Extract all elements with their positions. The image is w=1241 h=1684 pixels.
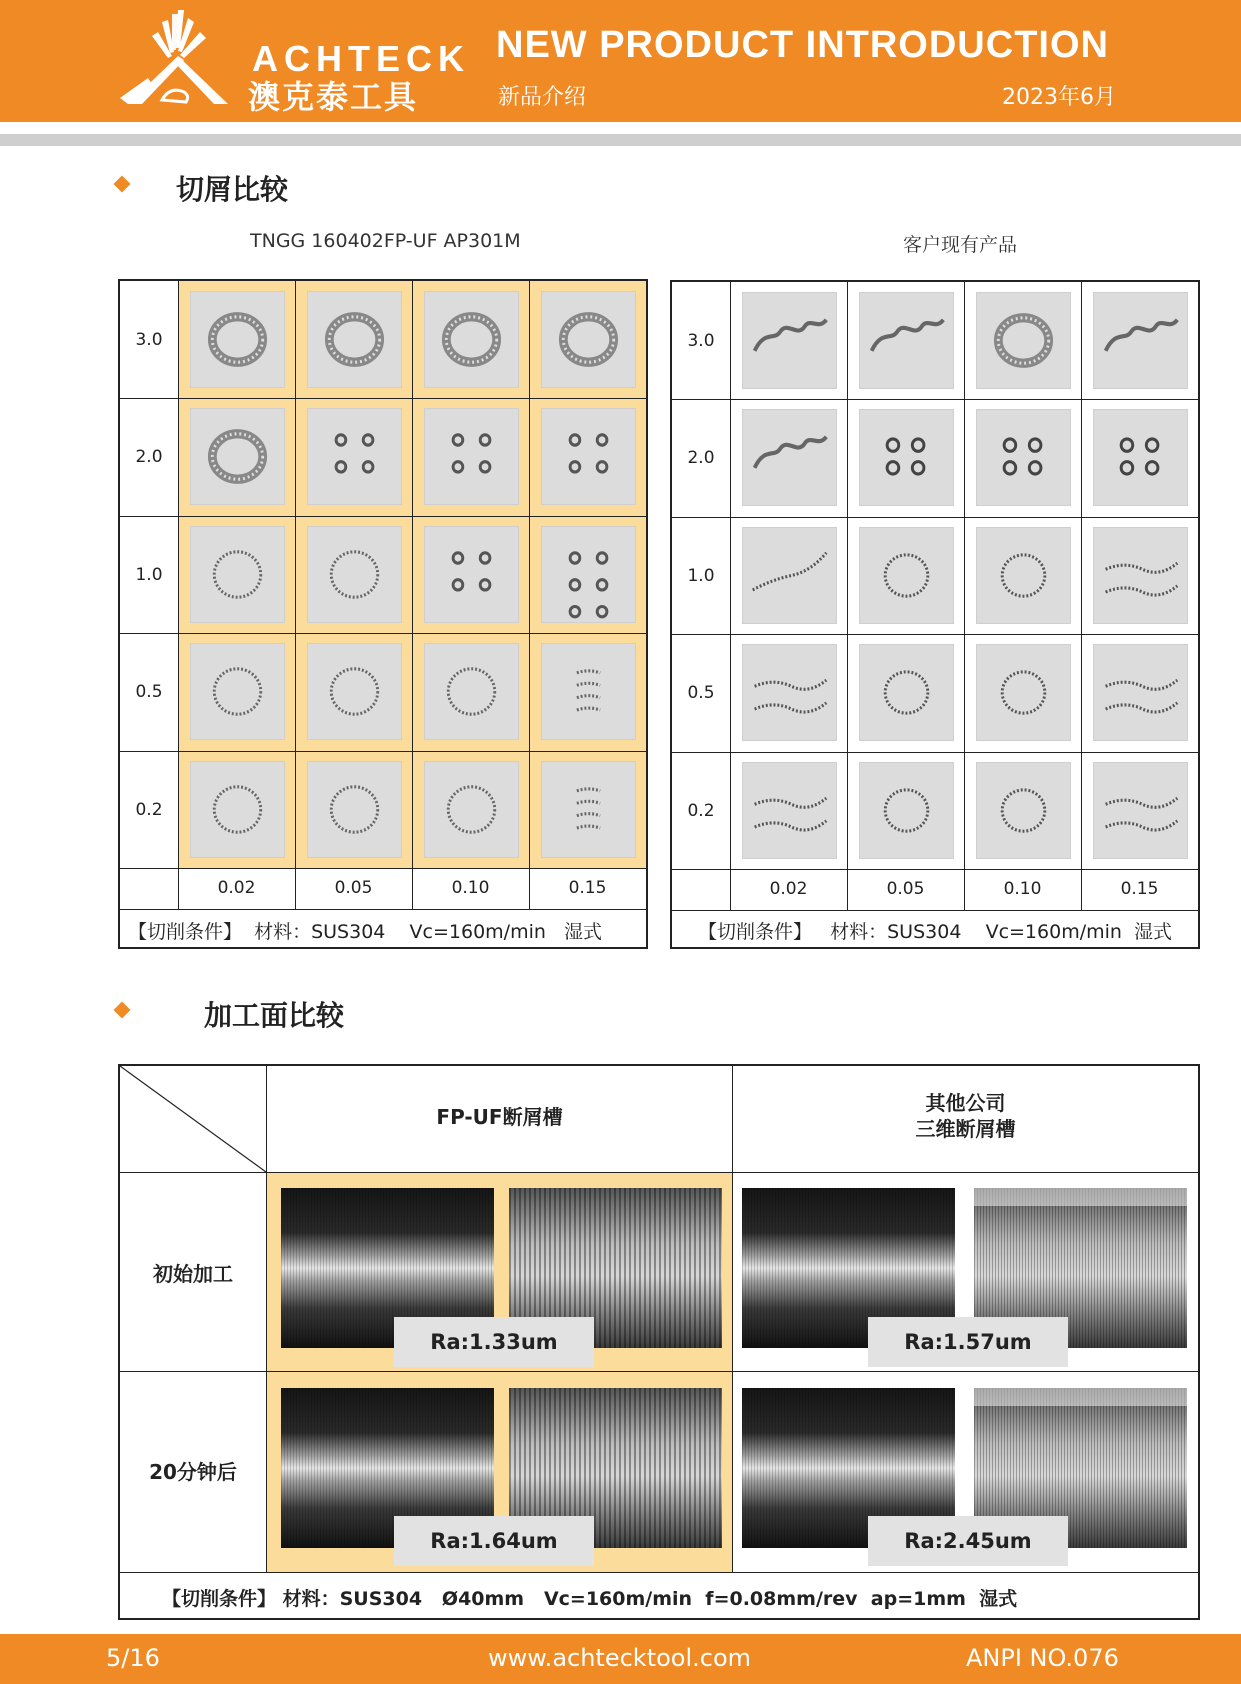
row-label-initial: 初始加工 <box>153 1262 233 1286</box>
col-label-feed: 0.15 <box>1120 879 1159 899</box>
ra-value-fp-20min: Ra:1.64um <box>394 1516 594 1566</box>
chip-photo <box>859 644 954 741</box>
grid-line <box>847 282 848 910</box>
chip-photo <box>190 291 285 388</box>
chip-shape <box>308 527 401 622</box>
row-label-depth: 0.2 <box>135 800 163 820</box>
grid-line <box>672 910 1198 911</box>
chip-photo <box>190 526 285 623</box>
website-link[interactable]: www.achtecktool.com <box>488 1644 752 1672</box>
grid-line <box>295 281 296 909</box>
col-header-competitor-line1: 其他公司 <box>925 1091 1006 1115</box>
chip-shape <box>977 645 1070 740</box>
chip-photo <box>190 408 285 505</box>
grid-line <box>730 282 731 910</box>
ra-value-fp-initial: Ra:1.33um <box>394 1317 594 1367</box>
row-label-depth: 2.0 <box>135 447 163 467</box>
chip-shape <box>860 645 953 740</box>
chip-shape <box>425 527 518 622</box>
chip-shape <box>191 644 284 739</box>
chip-shape <box>308 762 401 857</box>
chip-shape <box>743 763 836 858</box>
chip-photo <box>859 762 954 859</box>
section-title-surface: 加工面比较 <box>204 999 345 1032</box>
chip-photo <box>859 292 954 389</box>
chip-photo <box>424 643 519 740</box>
col-label-feed: 0.05 <box>886 879 925 899</box>
chip-shape <box>542 292 635 387</box>
section-title-chips: 切屑比较 <box>176 173 289 206</box>
chip-photo <box>307 291 402 388</box>
chip-shape <box>860 528 953 623</box>
header-diagonal-line <box>120 1066 266 1172</box>
chip-photo <box>859 409 954 506</box>
grid-line <box>672 869 1198 870</box>
chip-photo <box>742 527 837 624</box>
chip-photo <box>976 527 1071 624</box>
surface-comparison-table <box>118 1064 1200 1620</box>
chip-photo <box>424 526 519 623</box>
chip-shape <box>542 409 635 504</box>
chip-photo <box>541 761 636 858</box>
chip-photo <box>190 643 285 740</box>
chip-photo <box>1093 527 1188 624</box>
chip-photo <box>976 762 1071 859</box>
chip-shape <box>860 293 953 388</box>
row-label-depth: 3.0 <box>687 331 715 351</box>
grid-line <box>120 868 646 869</box>
grid-line <box>120 516 646 517</box>
chip-shape <box>425 644 518 739</box>
col-label-feed: 0.02 <box>217 878 256 898</box>
col-label-feed: 0.10 <box>451 878 490 898</box>
chip-photo <box>424 408 519 505</box>
chip-photo <box>1093 409 1188 506</box>
chip-photo <box>307 643 402 740</box>
chip-shape <box>860 410 953 505</box>
surface-cutting-condition: 【切削条件】 材料：SUS304 Ø40mm Vc=160m/min f=0.08mm/rev ap=1mm 湿式 <box>162 1588 1018 1610</box>
chip-photo <box>307 408 402 505</box>
grid-line <box>120 633 646 634</box>
chip-shape <box>308 409 401 504</box>
brand-name-cn: 澳克泰工具 <box>248 78 419 116</box>
chip-photo <box>1093 644 1188 741</box>
ra-value-other-20min: Ra:2.45um <box>868 1516 1068 1566</box>
grid-line <box>120 398 646 399</box>
chip-photo <box>190 761 285 858</box>
col-label-feed: 0.02 <box>769 879 808 899</box>
grid-line <box>1081 282 1082 910</box>
grid-line <box>412 281 413 909</box>
grid-line <box>529 281 530 909</box>
chip-photo <box>976 409 1071 506</box>
chip-shape <box>191 527 284 622</box>
chip-photo <box>742 292 837 389</box>
chip-shape <box>860 763 953 858</box>
chip-table-competitor <box>670 280 1200 949</box>
chip-cutting-condition-left: 【切削条件】 材料：SUS304 Vc=160m/min 湿式 <box>128 921 603 943</box>
row-label-depth: 2.0 <box>687 448 715 468</box>
chip-shape <box>425 409 518 504</box>
chip-shape <box>191 762 284 857</box>
row-label-20min: 20分钟后 <box>149 1460 237 1484</box>
row-label-depth: 1.0 <box>135 565 163 585</box>
grid-line <box>178 281 179 909</box>
chip-photo <box>424 761 519 858</box>
chip-shape <box>743 528 836 623</box>
chip-shape <box>425 292 518 387</box>
chip-photo <box>1093 762 1188 859</box>
chip-photo <box>541 526 636 623</box>
chip-photo <box>976 644 1071 741</box>
row-label-depth: 0.2 <box>687 801 715 821</box>
chip-shape <box>1094 645 1187 740</box>
header-divider <box>0 134 1241 146</box>
chip-photo <box>742 762 837 859</box>
chip-shape <box>743 293 836 388</box>
chip-photo <box>742 409 837 506</box>
left-table-caption: TNGG 160402FP-UF AP301M <box>250 230 521 252</box>
grid-line <box>672 399 1198 400</box>
grid-line <box>672 634 1198 635</box>
col-label-feed: 0.15 <box>568 878 607 898</box>
chip-shape <box>191 292 284 387</box>
chip-table-ours <box>118 279 648 949</box>
chip-photo <box>424 291 519 388</box>
chip-photo <box>541 408 636 505</box>
row-label-depth: 0.5 <box>687 683 715 703</box>
grid-line <box>672 517 1198 518</box>
grid-line <box>964 282 965 910</box>
bullet-icon <box>114 176 131 193</box>
chip-photo <box>307 526 402 623</box>
chip-photo <box>976 292 1071 389</box>
grid-line <box>120 751 646 752</box>
chip-shape <box>1094 763 1187 858</box>
header-title: NEW PRODUCT INTRODUCTION <box>496 24 1109 66</box>
chip-shape <box>1094 293 1187 388</box>
chip-shape <box>308 292 401 387</box>
chip-shape <box>191 409 284 504</box>
page-footer <box>0 1634 1241 1684</box>
col-label-feed: 0.10 <box>1003 879 1042 899</box>
chip-photo <box>859 527 954 624</box>
right-table-caption: 客户现有产品 <box>903 234 1018 256</box>
chip-shape <box>425 762 518 857</box>
chip-photo <box>541 643 636 740</box>
chip-shape <box>1094 410 1187 505</box>
page-number: 5/16 <box>106 1644 160 1672</box>
col-header-fp-uf: FP-UF断屑槽 <box>436 1105 563 1129</box>
chip-cutting-condition-right: 【切削条件】 材料：SUS304 Vc=160m/min 湿式 <box>698 921 1173 943</box>
grid-line <box>672 752 1198 753</box>
chip-shape <box>977 410 1070 505</box>
bullet-icon <box>114 1002 131 1019</box>
chip-photo <box>307 761 402 858</box>
row-label-depth: 0.5 <box>135 682 163 702</box>
chip-shape <box>977 763 1070 858</box>
chip-photo <box>742 644 837 741</box>
chip-shape <box>542 762 635 857</box>
row-label-depth: 3.0 <box>135 330 163 350</box>
chip-shape <box>1094 528 1187 623</box>
chip-shape <box>743 410 836 505</box>
chip-shape <box>308 644 401 739</box>
grid-line <box>120 909 646 910</box>
col-header-competitor-line2: 三维断屑槽 <box>915 1117 1016 1141</box>
chip-shape <box>977 293 1070 388</box>
document-number: ANPI NO.076 <box>966 1644 1119 1672</box>
col-label-feed: 0.05 <box>334 878 373 898</box>
header-date: 2023年6月 <box>1002 85 1116 110</box>
chip-shape <box>542 527 635 622</box>
chip-photo <box>1093 292 1188 389</box>
col-header-competitor <box>733 1090 1198 1142</box>
chip-photo <box>541 291 636 388</box>
chip-shape <box>977 528 1070 623</box>
brand-name-en: ACHTECK <box>252 38 470 79</box>
header-subtitle: 新品介绍 <box>498 85 587 110</box>
row-label-depth: 1.0 <box>687 566 715 586</box>
chip-shape <box>743 645 836 740</box>
ra-value-other-initial: Ra:1.57um <box>868 1317 1068 1367</box>
achteck-logo-icon <box>118 8 238 110</box>
chip-shape <box>542 644 635 739</box>
